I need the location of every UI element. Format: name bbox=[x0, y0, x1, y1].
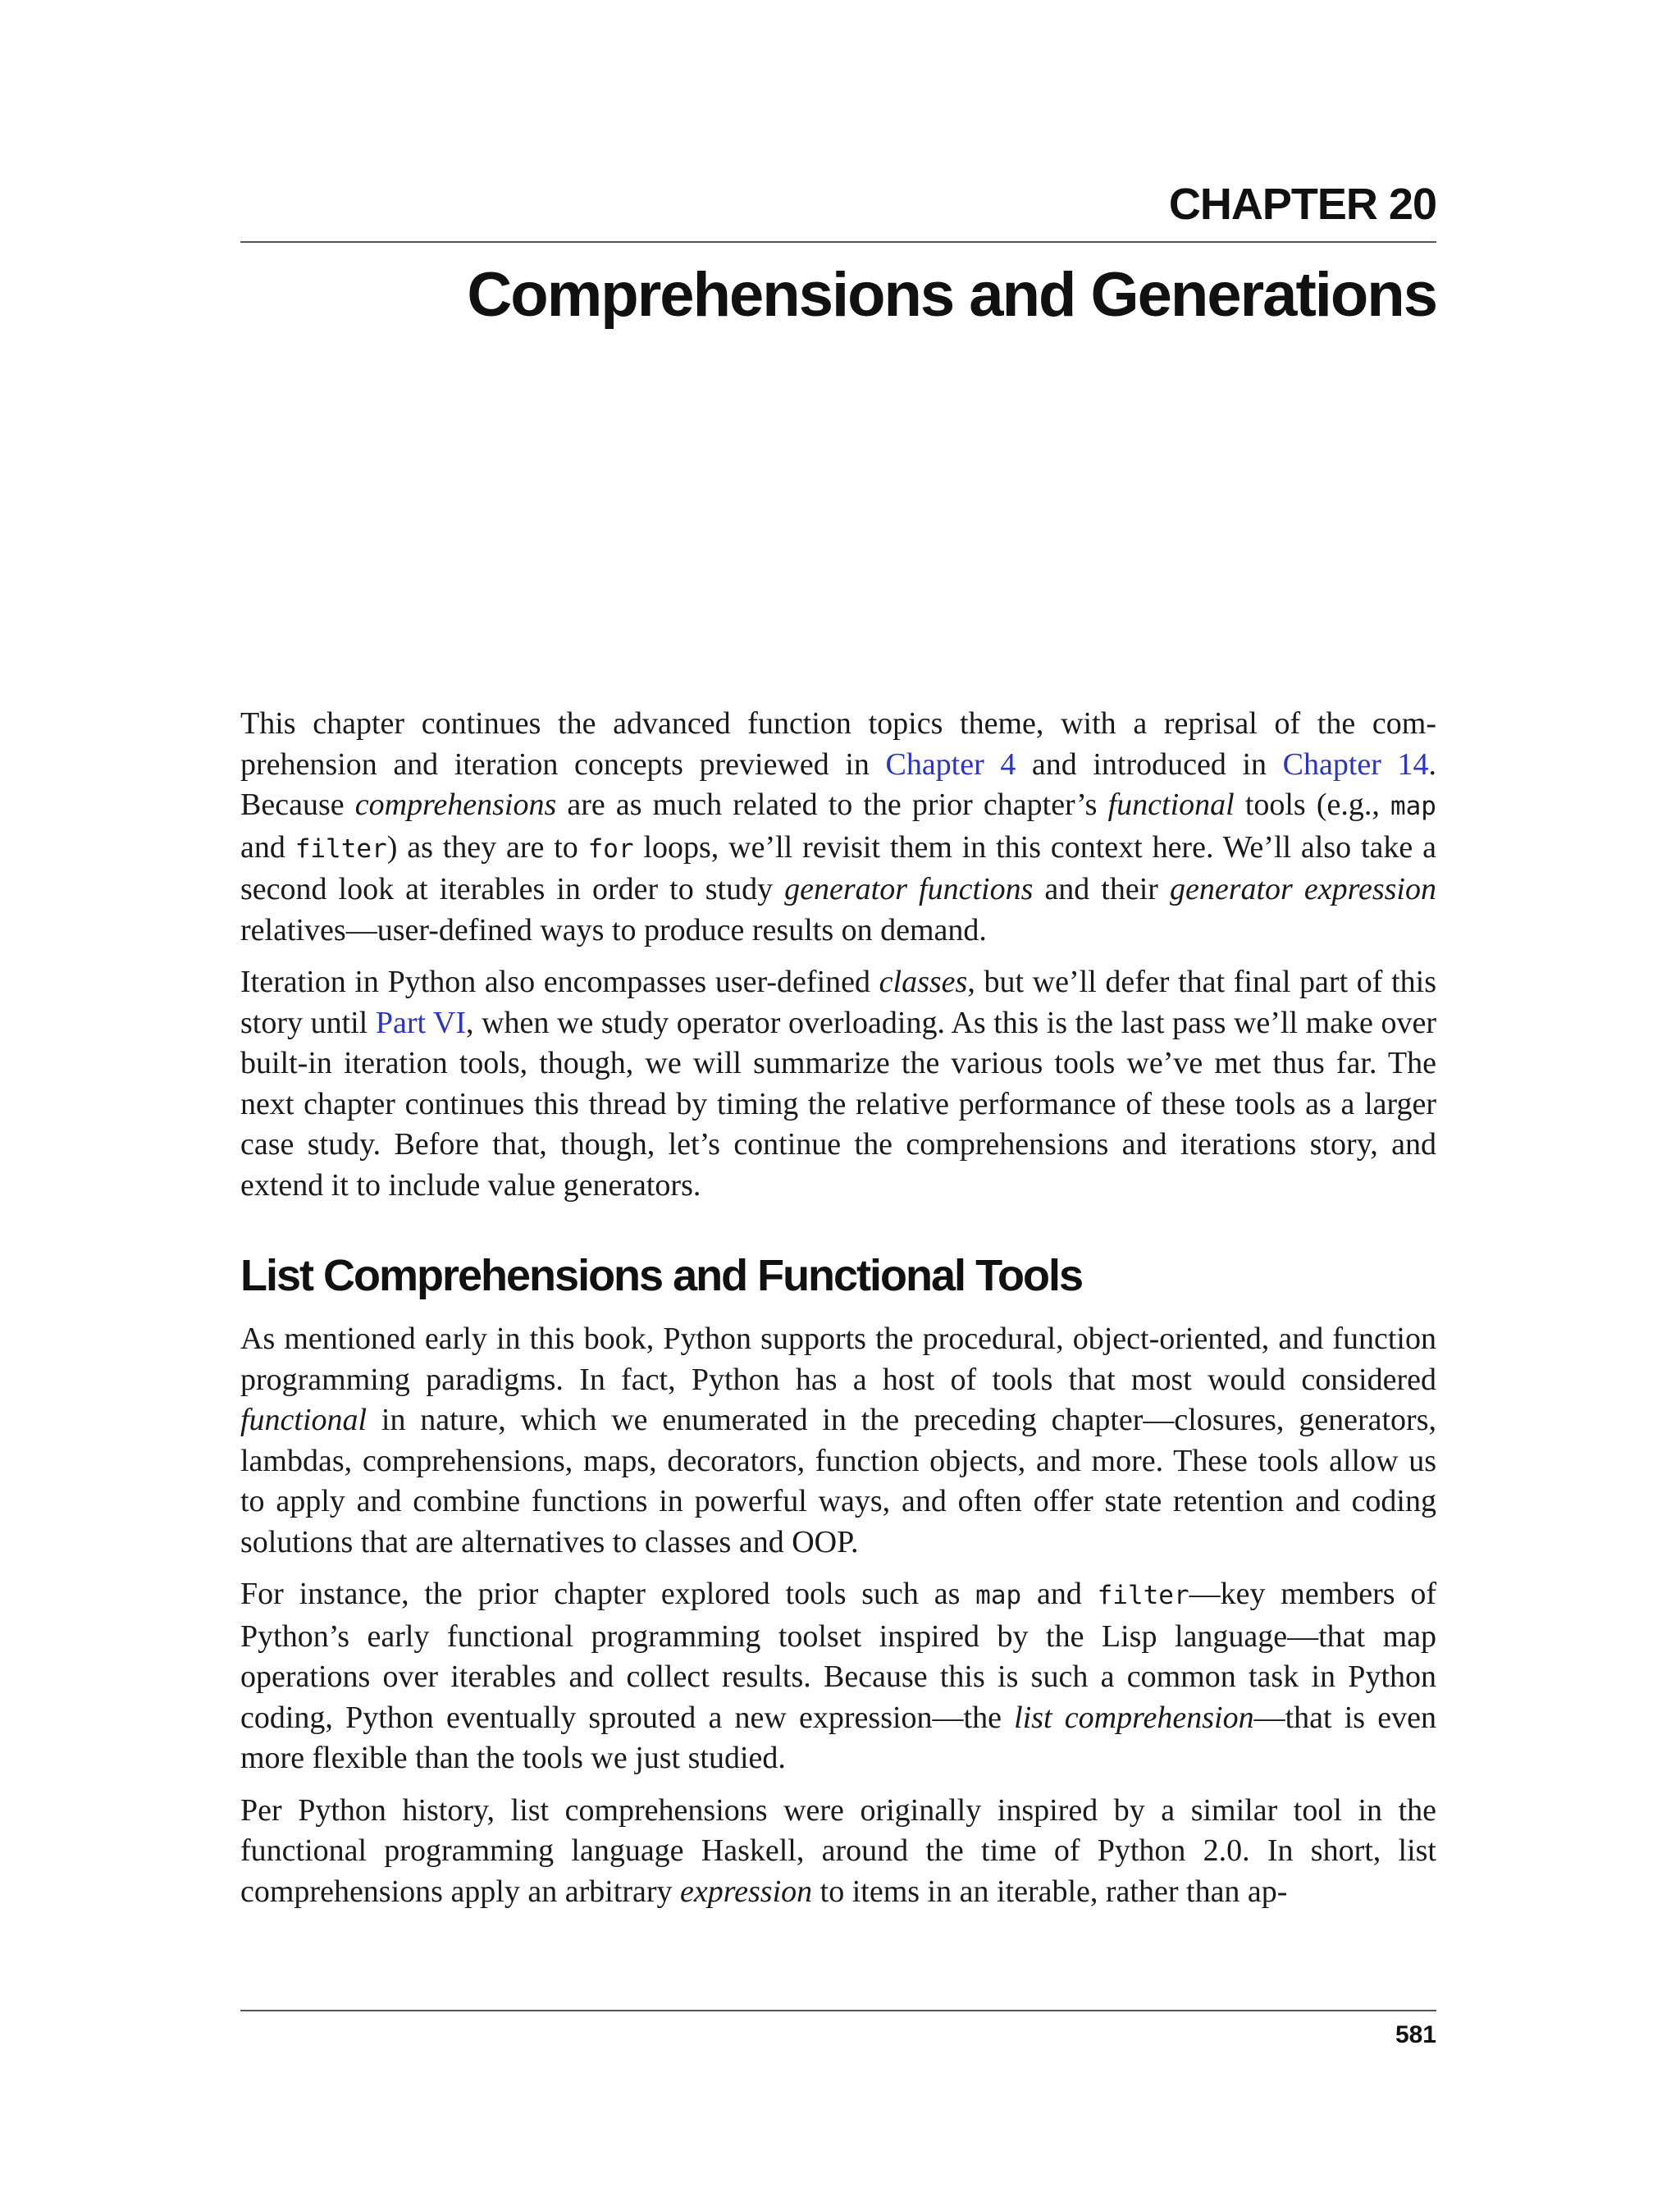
text-run: —key members of Python’s early functional programming toolset inspired by the Lisp language—that map operations over iterables and collect results. Because this is such a common task in Python coding, Python eventually sprouted a new expression—the bbox=[240, 1577, 1437, 1735]
chapter-rule bbox=[240, 241, 1436, 243]
emphasis: functional bbox=[240, 1403, 368, 1437]
part-vi-link[interactable]: Part VI bbox=[375, 1005, 467, 1040]
intro-paragraph-2 bbox=[240, 962, 1436, 1206]
text-run: and their bbox=[1033, 872, 1170, 906]
text-run: Iteration in Python also encompasses user-defined bbox=[240, 965, 879, 999]
text-run: and introduced in bbox=[1016, 746, 1283, 782]
emphasis: list comprehension bbox=[1014, 1700, 1254, 1735]
body-text bbox=[240, 704, 1436, 1924]
inline-code: filter bbox=[1097, 1581, 1189, 1610]
emphasis: functional bbox=[1107, 788, 1235, 822]
inline-code: filter bbox=[294, 833, 387, 864]
inline-code: for bbox=[587, 833, 634, 864]
page-number: 581 bbox=[1395, 2021, 1436, 2048]
text-run: —that is even more flexible than the tools we just studied. bbox=[240, 1700, 1437, 1775]
text-run: loops, we’ll revisit them in this context here. We’ll also take a second look at iterables in order to study bbox=[240, 829, 1436, 906]
chapter-title: Comprehensions and Generations bbox=[467, 260, 1436, 330]
section-paragraph-1 bbox=[240, 1319, 1436, 1563]
emphasis: classes bbox=[879, 965, 968, 999]
text-run: and bbox=[1021, 1577, 1098, 1611]
text-run: For instance, the prior chapter explored tools such as bbox=[240, 1577, 976, 1611]
chapter-label: CHAPTER 20 bbox=[1168, 180, 1436, 229]
footer-rule bbox=[240, 2010, 1436, 2011]
emphasis: generator expression bbox=[1169, 872, 1436, 906]
chapter-14-link[interactable]: Chapter 14 bbox=[1282, 746, 1429, 782]
chapter-4-link[interactable]: Chapter 4 bbox=[885, 746, 1016, 782]
emphasis: expression bbox=[680, 1874, 813, 1909]
text-run: As mentioned early in this book, Python supports the procedural, object-oriented, and function programming paradigms. In fact, Python has a host of tools that most would considered bbox=[240, 1322, 1436, 1397]
section-heading: List Comprehensions and Functional Tools bbox=[240, 1251, 1083, 1300]
text-run: to items in an iterable, rather than ap- bbox=[812, 1874, 1288, 1909]
inline-code: map bbox=[975, 1581, 1022, 1610]
text-run: , when we study operator overloading. As this is the last pass we’ll make over built-in iteration tools, though, we will summarize the various tools we’ve met thus far. The next chapter continues this thread by timing the relative performance of these tools as a larger case study. Before that, though, let’s continue the comprehensions and iterations story, and extend it to include value generators. bbox=[240, 1005, 1436, 1203]
section-paragraph-2 bbox=[240, 1574, 1436, 1779]
text-run: , but we’ll defer that final part of this story until bbox=[240, 965, 1436, 1040]
section-paragraph-3 bbox=[240, 1791, 1436, 1913]
text-run: in nature, which we enumerated in the preceding chapter—closures, generators, lambdas, comprehensions, maps, decorators, function objects, and more. These tools allow us to apply and combine functions in powerful ways, and often offer state retention and coding solutions that are alternatives to classes and OOP. bbox=[240, 1403, 1436, 1559]
text-run: and bbox=[240, 829, 295, 865]
text-run: ) as they are to bbox=[386, 829, 588, 865]
inline-code: map bbox=[1390, 792, 1436, 821]
text-run: relatives—user-defined ways to produce results on demand. bbox=[240, 912, 987, 947]
text-run: tools (e.g., bbox=[1234, 788, 1390, 822]
text-run: are as much related to the prior chapter’s bbox=[556, 788, 1108, 822]
text-run: Per Python history, list comprehensions were originally inspired by a similar tool in the functional programming language Haskell, around the time of Python 2.0. In short, list comprehensions apply an arbitrary bbox=[240, 1792, 1436, 1909]
book-page bbox=[240, 0, 1436, 2205]
emphasis: comprehensions bbox=[354, 788, 557, 822]
text-run: This chapter continues the advanced function topics theme, with a reprisal of the comprehension and iteration concepts previewed in bbox=[240, 706, 1436, 782]
emphasis: generator functions bbox=[784, 872, 1034, 906]
text-run: . Because bbox=[240, 746, 1436, 822]
intro-paragraph-1 bbox=[240, 704, 1436, 951]
